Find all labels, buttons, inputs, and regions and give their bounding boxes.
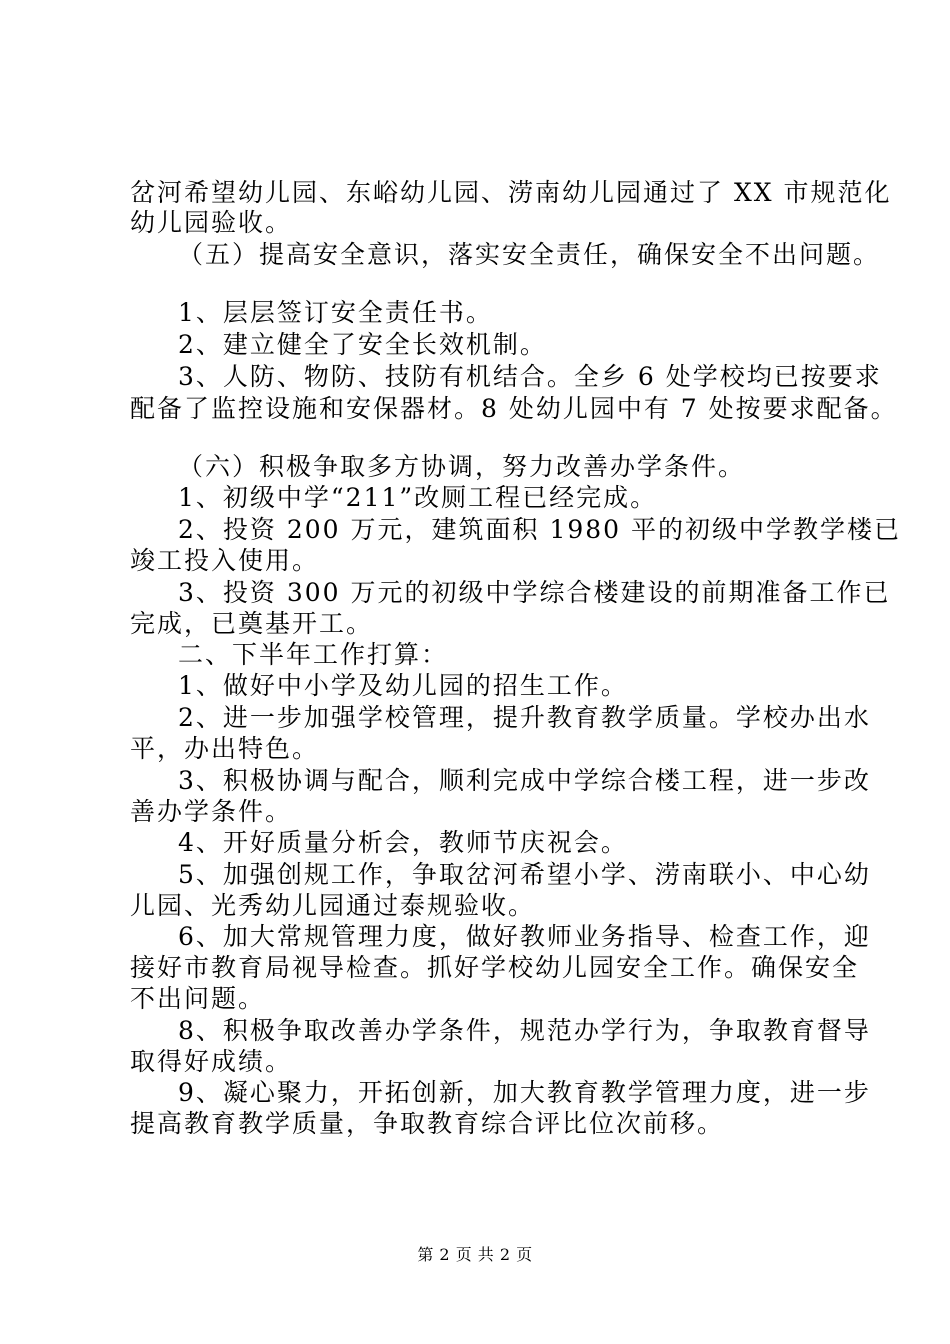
text-line: 完成，已奠基开工。 [130,609,374,638]
text-line: 竣工投入使用。 [130,546,320,575]
text-line: 2、进一步加强学校管理，提升教育教学质量。学校办出水 [178,703,871,732]
text-line: 2、建立健全了安全长效机制。 [178,330,547,359]
text-line: 8、积极争取改善办学条件，规范办学行为，争取教育督导 [178,1016,871,1045]
text-line: 儿园、光秀幼儿园通过泰规验收。 [130,891,536,920]
text-line: 5、加强创规工作，争取岔河希望小学、涝南联小、中心幼 [178,860,871,889]
text-line: 1、做好中小学及幼儿园的招生工作。 [178,671,628,700]
text-line: 取得好成绩。 [130,1047,293,1076]
text-line: 4、开好质量分析会，教师节庆祝会。 [178,828,628,857]
text-line: 6、加大常规管理力度，做好教师业务指导、检查工作，迎 [178,922,871,951]
text-line: 9、凝心聚力，开拓创新，加大教育教学管理力度，进一步 [178,1078,871,1107]
text-line: 接好市教育局视导检查。抓好学校幼儿园安全工作。确保安全 [130,953,860,982]
text-line: 善办学条件。 [130,797,293,826]
text-line: 提高教育教学质量，争取教育综合评比位次前移。 [130,1109,725,1138]
page-number-footer: 第 2 页 共 2 页 [417,1245,533,1264]
text-line: 岔河希望幼儿园、东峪幼儿园、涝南幼儿园通过了 XX 市规范化 [130,178,892,207]
text-line: 配备了监控设施和安保器材。8 处幼儿园中有 7 处按要求配备。 [130,394,898,423]
text-line: 3、投资 300 万元的初级中学综合楼建设的前期准备工作已 [178,578,891,607]
section-heading: （六）积极争取多方协调，努力改善办学条件。 [178,452,746,481]
text-line: 1、初级中学“211”改厕工程已经完成。 [178,483,658,512]
section-heading: 二、下半年工作打算： [178,640,449,669]
text-line: 1、层层签订安全责任书。 [178,298,493,327]
text-line: 3、积极协调与配合，顺利完成中学综合楼工程，进一步改 [178,766,871,795]
section-heading: （五）提高安全意识，落实安全责任，确保安全不出问题。 [178,240,881,269]
text-line: 幼儿园验收。 [130,208,293,237]
text-line: 不出问题。 [130,984,266,1013]
text-line: 2、投资 200 万元，建筑面积 1980 平的初级中学教学楼已 [178,515,902,544]
text-line: 3、人防、物防、技防有机结合。全乡 6 处学校均已按要求 [178,362,882,391]
text-line: 平，办出特色。 [130,734,320,763]
